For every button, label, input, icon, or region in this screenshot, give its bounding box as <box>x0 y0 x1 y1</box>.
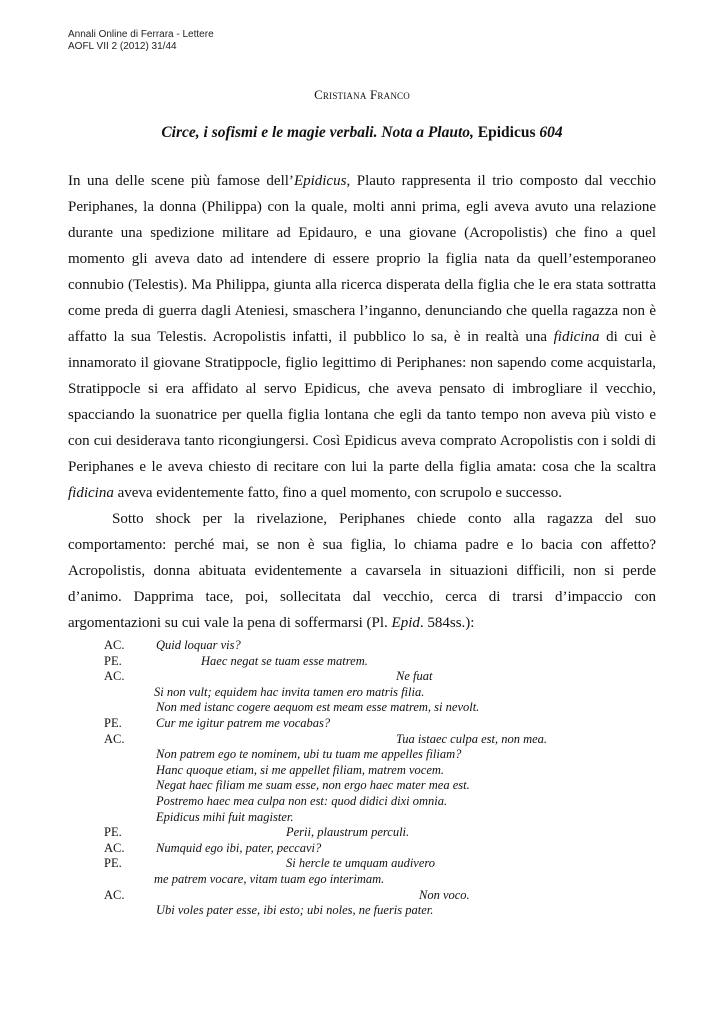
speaker-label: PE. <box>104 715 122 730</box>
verse-text: me patrem vocare, vitam tuam ego interimam. <box>154 871 385 886</box>
verse-line <box>104 716 664 732</box>
verse-line <box>104 778 664 794</box>
verse-line <box>104 763 664 779</box>
journal-issue: AOFL VII 2 (2012) 31/44 <box>68 41 177 52</box>
text-run: aveva evidentemente fatto, fino a quel momento, con scrupolo e successo. <box>113 485 563 501</box>
verse-line <box>104 872 664 888</box>
speaker-label: PE. <box>104 653 122 668</box>
speaker-label: AC. <box>104 887 125 902</box>
italic-term: Epid <box>391 615 420 631</box>
verse-line <box>104 732 664 748</box>
text-run: Sotto shock per la rivelazione, Periphanes chiede conto alla ragazza del suo comportamento: perché mai, se non è sua figlia, lo chiama padre e lo bacia con affetto? Acropolistis, donna abituata evidentemente a cavarsela in situazioni difficili, non si perde d’animo. Dapprima tace, poi, sollecitata dal vecchio, cerca di trarsi d’impaccio con argomentazioni su cui vale la pena di soffermarsi (Pl. <box>68 511 656 631</box>
verse-text: Si non vult; equidem hac invita tamen ero matris filia. <box>154 684 425 699</box>
title-verse-number: 604 <box>539 124 563 141</box>
paragraph <box>68 168 656 506</box>
body-text <box>68 168 656 636</box>
text-run: In una delle scene più famose dell’ <box>68 173 294 189</box>
verse-text: Si hercle te umquam audivero <box>286 856 436 871</box>
title-work: Epidicus <box>477 124 536 141</box>
speaker-label: AC. <box>104 731 125 746</box>
verse-text: Non med istanc cogere aequom est meam esse matrem, si nevolt. <box>156 700 480 715</box>
verse-line <box>104 638 664 654</box>
italic-term: Epidicus <box>293 173 347 189</box>
verse-text: Non patrem ego te nominem, ubi tu tuam me appelles filiam? <box>156 747 462 762</box>
speaker-label: AC. <box>104 638 125 652</box>
text-run: di cui è innamorato il giovane Stratippocle, figlio legittimo di Periphanes: non sapendo come acquistarla, Stratippocle si era affidato al servo Epidicus, che aveva pensato di imbrogliare il vecchio, spacciando la suonatrice per quella figlia lontana che egli da tanto tempo non aveva più visto e con cui desiderava tanto ricongiungersi. Così Epidicus aveva comprato Acropolistis con i soldi di Periphanes e le aveva chiesto di recitare con lui la parte della figlia amata: cosa che la scaltra <box>68 329 656 475</box>
italic-term: fidicina <box>553 329 600 345</box>
verse-text: Ubi voles pater esse, ibi esto; ubi noles, ne fueris pater. <box>156 903 434 918</box>
author-name: Cristiana Franco <box>314 87 410 102</box>
speaker-label: AC. <box>104 669 125 684</box>
speaker-label: PE. <box>104 825 122 840</box>
verse-text: Hanc quoque etiam, si me appellet filiam, matrem vocem. <box>156 762 445 777</box>
verse-text: Haec negat se tuam esse matrem. <box>201 653 368 668</box>
verse-text: Ne fuat <box>396 669 433 684</box>
verse-line <box>104 888 664 904</box>
speaker-label: AC. <box>104 840 125 855</box>
verse-line <box>104 903 664 919</box>
verse-line <box>104 825 664 841</box>
verse-line <box>104 654 664 670</box>
text-run: , Plauto rappresenta il trio composto dal vecchio Periphanes, la donna (Philippa) con la quale, molti anni prima, egli aveva avuto una relazione durante una spedizione militare ad Epidauro, e una giovane (Acropolistis) che fino a quel momento gli aveva dato ad intendere di essere proprio la figlia nata da quell’estemporaneo connubio (Telestis). Ma Philippa, giunta alla ricerca disperata della figlia che le era stata sottratta come preda di guerra dagli Ateniesi, smaschera l’inganno, denunciando che quella ragazza non è affatto la sua Telestis. Acropolistis infatti, il pubblico lo sa, è in realtà una <box>68 173 657 345</box>
italic-term: fidicina <box>68 485 114 501</box>
verse-text: Quid loquar vis? <box>156 638 241 652</box>
title-italic: Circe, i sofismi e le magie verbali. Nota a Plauto, <box>161 124 474 141</box>
verse-text: Epidicus mihi fuit magister. <box>156 809 294 824</box>
journal-header <box>68 29 214 53</box>
verse-line <box>104 856 664 872</box>
verse-line <box>104 685 664 701</box>
verse-text: Negat haec filiam me suam esse, non ergo haec mater mea est. <box>156 778 470 793</box>
text-run: . 584ss.): <box>419 615 475 631</box>
verse-text: Perii, plaustrum perculi. <box>286 825 410 840</box>
article-title <box>0 124 724 142</box>
verse-text: Numquid ego ibi, pater, peccavi? <box>156 840 322 855</box>
verse-line <box>104 669 664 685</box>
paragraph <box>68 506 656 636</box>
verse-line <box>104 794 664 810</box>
verse-line <box>104 700 664 716</box>
journal-name: Annali Online di Ferrara - Lettere <box>68 29 214 40</box>
verse-line <box>104 747 664 763</box>
verse-text: Postremo haec mea culpa non est: quod didici dixi omnia. <box>156 793 448 808</box>
verse-text: Cur me igitur patrem me vocabas? <box>156 715 331 730</box>
verse-line <box>104 841 664 857</box>
verse-text: Tua istaec culpa est, non mea. <box>396 731 548 746</box>
verse-text: Non voco. <box>419 887 470 902</box>
speaker-label: PE. <box>104 856 122 871</box>
verse-line <box>104 810 664 826</box>
verse-quotation <box>104 638 664 919</box>
